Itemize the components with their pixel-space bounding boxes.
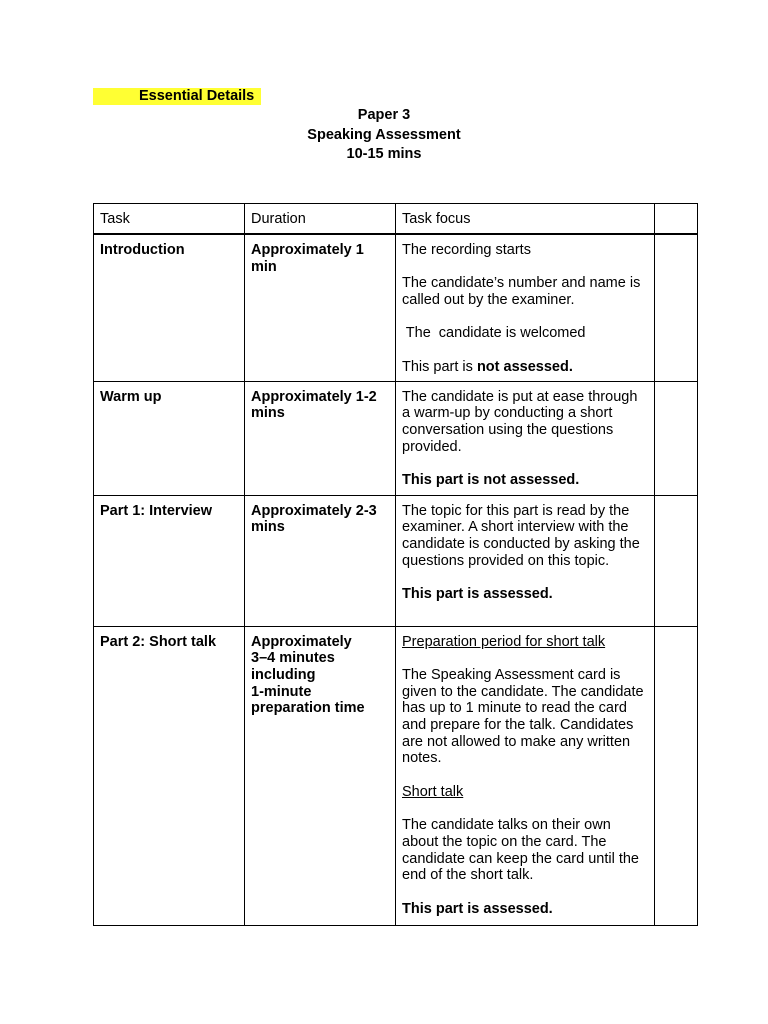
table-row bbox=[94, 495, 698, 626]
empty-cell bbox=[655, 381, 698, 495]
header-task: Task bbox=[94, 204, 245, 235]
focus-cell bbox=[396, 234, 655, 381]
duration-cell: Approximately 1-2 mins bbox=[245, 381, 396, 495]
duration-cell: Approximately 1 min bbox=[245, 234, 396, 381]
focus-cell bbox=[396, 626, 655, 925]
assessment-status: This part is assessed. bbox=[402, 900, 553, 917]
focus-cell bbox=[396, 495, 655, 626]
duration-line: Approximately bbox=[251, 633, 352, 650]
section-heading: Short talk bbox=[402, 783, 464, 800]
task-cell: Introduction bbox=[94, 234, 245, 381]
empty-cell bbox=[655, 626, 698, 925]
empty-cell bbox=[655, 495, 698, 626]
header-task-focus: Task focus bbox=[396, 204, 655, 235]
focus-paragraph: The candidate is welcomed bbox=[402, 325, 586, 342]
duration-line: preparation time bbox=[251, 700, 365, 717]
focus-paragraph: The candidate talks on their own about the topic on the card. The candidate can keep the card until the end of the short talk. bbox=[402, 817, 639, 884]
assessment-status: not assessed. bbox=[476, 358, 573, 375]
header-empty bbox=[655, 204, 698, 235]
focus-paragraph: The topic for this part is read by the examiner. A short interview with the candidate is conducted by asking the questions provided on this topic. bbox=[402, 502, 640, 569]
table-row bbox=[94, 626, 698, 925]
assessment-status: This part is not assessed. bbox=[402, 472, 580, 489]
assessment-status: This part is assessed. bbox=[402, 586, 553, 603]
focus-paragraph: The candidate’s number and name is called out by the examiner. bbox=[402, 275, 641, 309]
focus-cell bbox=[396, 381, 655, 495]
header-duration: Duration bbox=[245, 204, 396, 235]
essential-details-highlight bbox=[93, 88, 261, 105]
tasks-table bbox=[93, 203, 698, 926]
duration-line: including bbox=[251, 666, 316, 683]
focus-paragraph bbox=[402, 359, 649, 376]
empty-cell bbox=[655, 234, 698, 381]
focus-paragraph: The Speaking Assessment card is given to the candidate. The candidate has up to 1 minute to read the card and prepare for the talk. Candidates are not allowed to make any written notes. bbox=[402, 666, 644, 767]
assessment-duration: 10-15 mins bbox=[346, 146, 422, 162]
task-cell: Warm up bbox=[94, 381, 245, 495]
duration-cell: Approximately 2-3 mins bbox=[245, 495, 396, 626]
task-cell: Part 1: Interview bbox=[94, 495, 245, 626]
focus-paragraph: The recording starts bbox=[402, 242, 531, 258]
document-heading bbox=[0, 106, 768, 165]
assessment-note: This part is bbox=[402, 358, 477, 375]
essential-details-label: Essential Details bbox=[139, 88, 255, 104]
focus-paragraph: The candidate is put at ease through a warm-up by conducting a short conversation using the questions provided. bbox=[402, 388, 638, 455]
table-header-row bbox=[94, 204, 698, 235]
assessment-title: Speaking Assessment bbox=[307, 126, 461, 143]
task-cell: Part 2: Short talk bbox=[94, 626, 245, 925]
section-heading: Preparation period for short talk bbox=[402, 633, 606, 650]
table-row bbox=[94, 234, 698, 381]
duration-line: 3–4 minutes bbox=[251, 650, 335, 667]
table-row bbox=[94, 381, 698, 495]
paper-number: Paper 3 bbox=[357, 107, 411, 123]
duration-cell bbox=[245, 626, 396, 925]
duration-line: 1-minute bbox=[251, 683, 312, 700]
